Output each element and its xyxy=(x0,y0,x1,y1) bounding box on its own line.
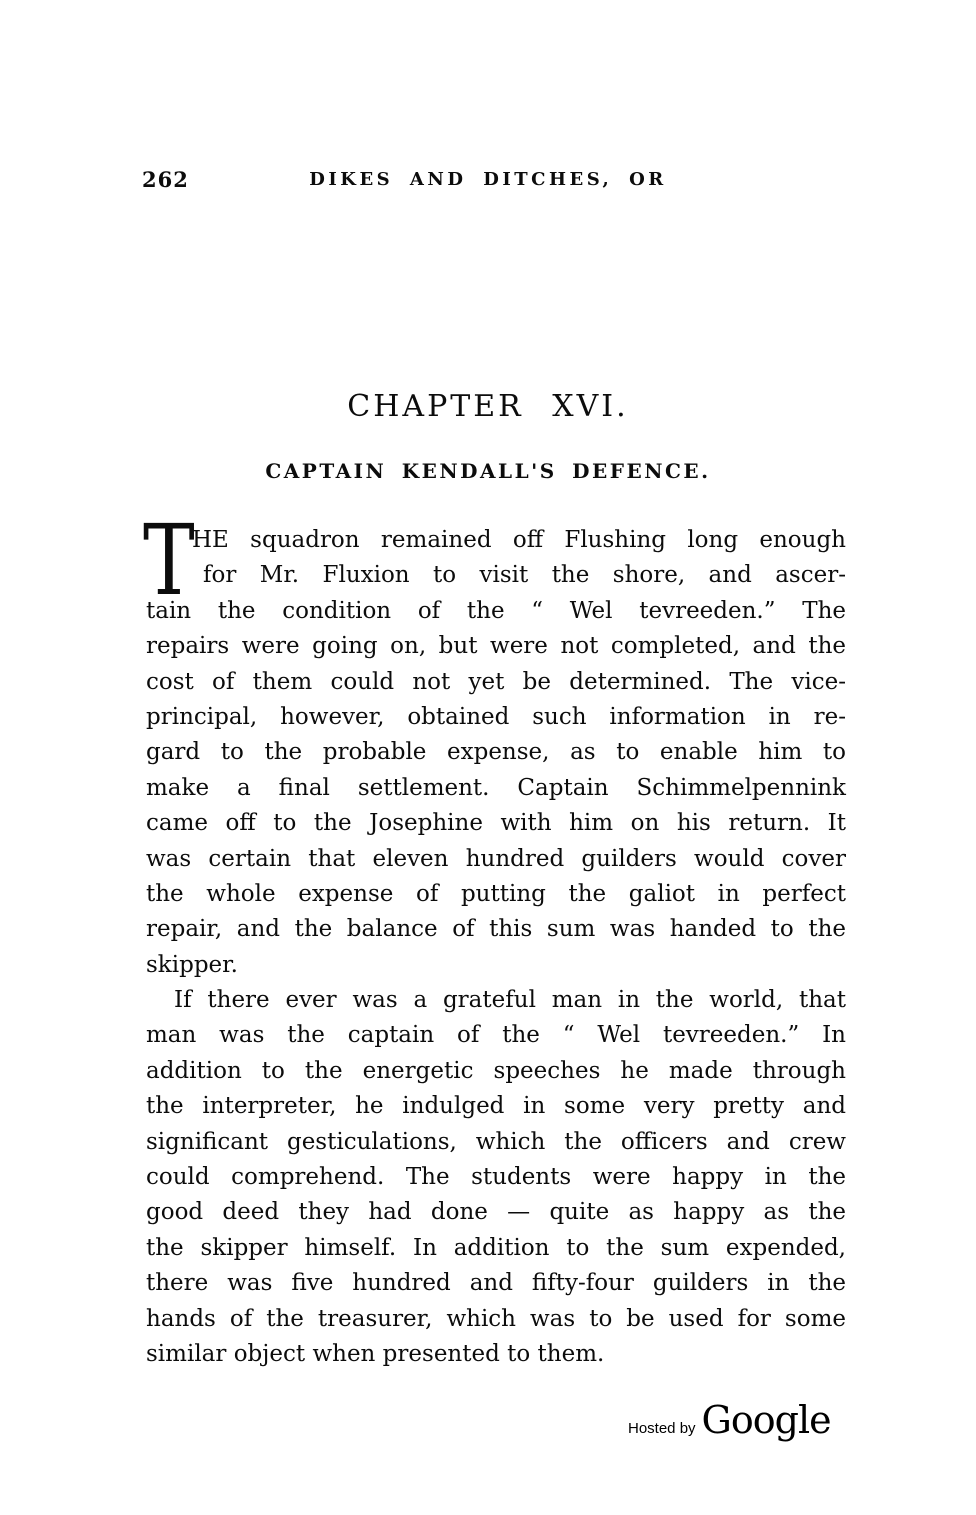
footer xyxy=(628,1398,831,1442)
chapter-title: CHAPTER XVI. xyxy=(347,389,629,424)
text-line: gard to the probable expense, as to enable him to xyxy=(146,739,846,766)
text-line: came off to the Josephine with him on his return. It xyxy=(146,810,846,837)
text-line: the whole expense of putting the galiot in perfect xyxy=(146,880,846,907)
text-line: make a final settlement. Captain Schimmelpennink xyxy=(146,774,846,801)
text-line: addition to the energetic speeches he made through xyxy=(146,1057,846,1084)
text-line: skipper. xyxy=(146,951,238,978)
text-line: could comprehend. The students were happy in the xyxy=(146,1164,846,1191)
text-line: there was five hundred and fifty-four guilders in the xyxy=(146,1270,846,1297)
text-line: repairs were going on, but were not completed, and the xyxy=(146,633,846,660)
hosted-by-label: Hosted by xyxy=(628,1420,696,1437)
text-line: for Mr. Fluxion to visit the shore, and ascer- xyxy=(203,562,846,589)
text-line: If there ever was a grateful man in the world, that xyxy=(174,987,846,1014)
text-line: the skipper himself. In addition to the sum expended, xyxy=(146,1234,846,1261)
body-text xyxy=(143,504,846,1372)
text-line: significant gesticulations, which the officers and crew xyxy=(146,1128,846,1155)
text-line: the interpreter, he indulged in some very pretty and xyxy=(146,1093,846,1120)
paragraph xyxy=(143,504,846,983)
paragraph xyxy=(146,983,846,1372)
page-number: 262 xyxy=(142,167,189,192)
drop-cap: T xyxy=(143,504,195,617)
text-line: repair, and the balance of this sum was handed to the xyxy=(146,916,846,943)
text-line: similar object when presented to them. xyxy=(146,1340,605,1367)
running-title: DIKES AND DITCHES, OR xyxy=(309,169,667,190)
google-logo: Google xyxy=(701,1398,831,1442)
chapter-subtitle: CAPTAIN KENDALL'S DEFENCE. xyxy=(265,459,711,483)
text-line: was certain that eleven hundred guilders would cover xyxy=(146,845,846,872)
text-line: HE squadron remained off Flushing long enough xyxy=(192,527,846,553)
text-line: good deed they had done — quite as happy as the xyxy=(146,1199,846,1226)
text-line: principal, however, obtained such information in re- xyxy=(146,703,846,730)
text-line: man was the captain of the “ Wel tevreeden.” In xyxy=(146,1022,846,1049)
text-line: tain the condition of the “ Wel tevreeden.” The xyxy=(146,597,846,624)
text-line: hands of the treasurer, which was to be used for some xyxy=(146,1305,846,1332)
text-line: cost of them could not yet be determined. The vice- xyxy=(146,668,846,695)
